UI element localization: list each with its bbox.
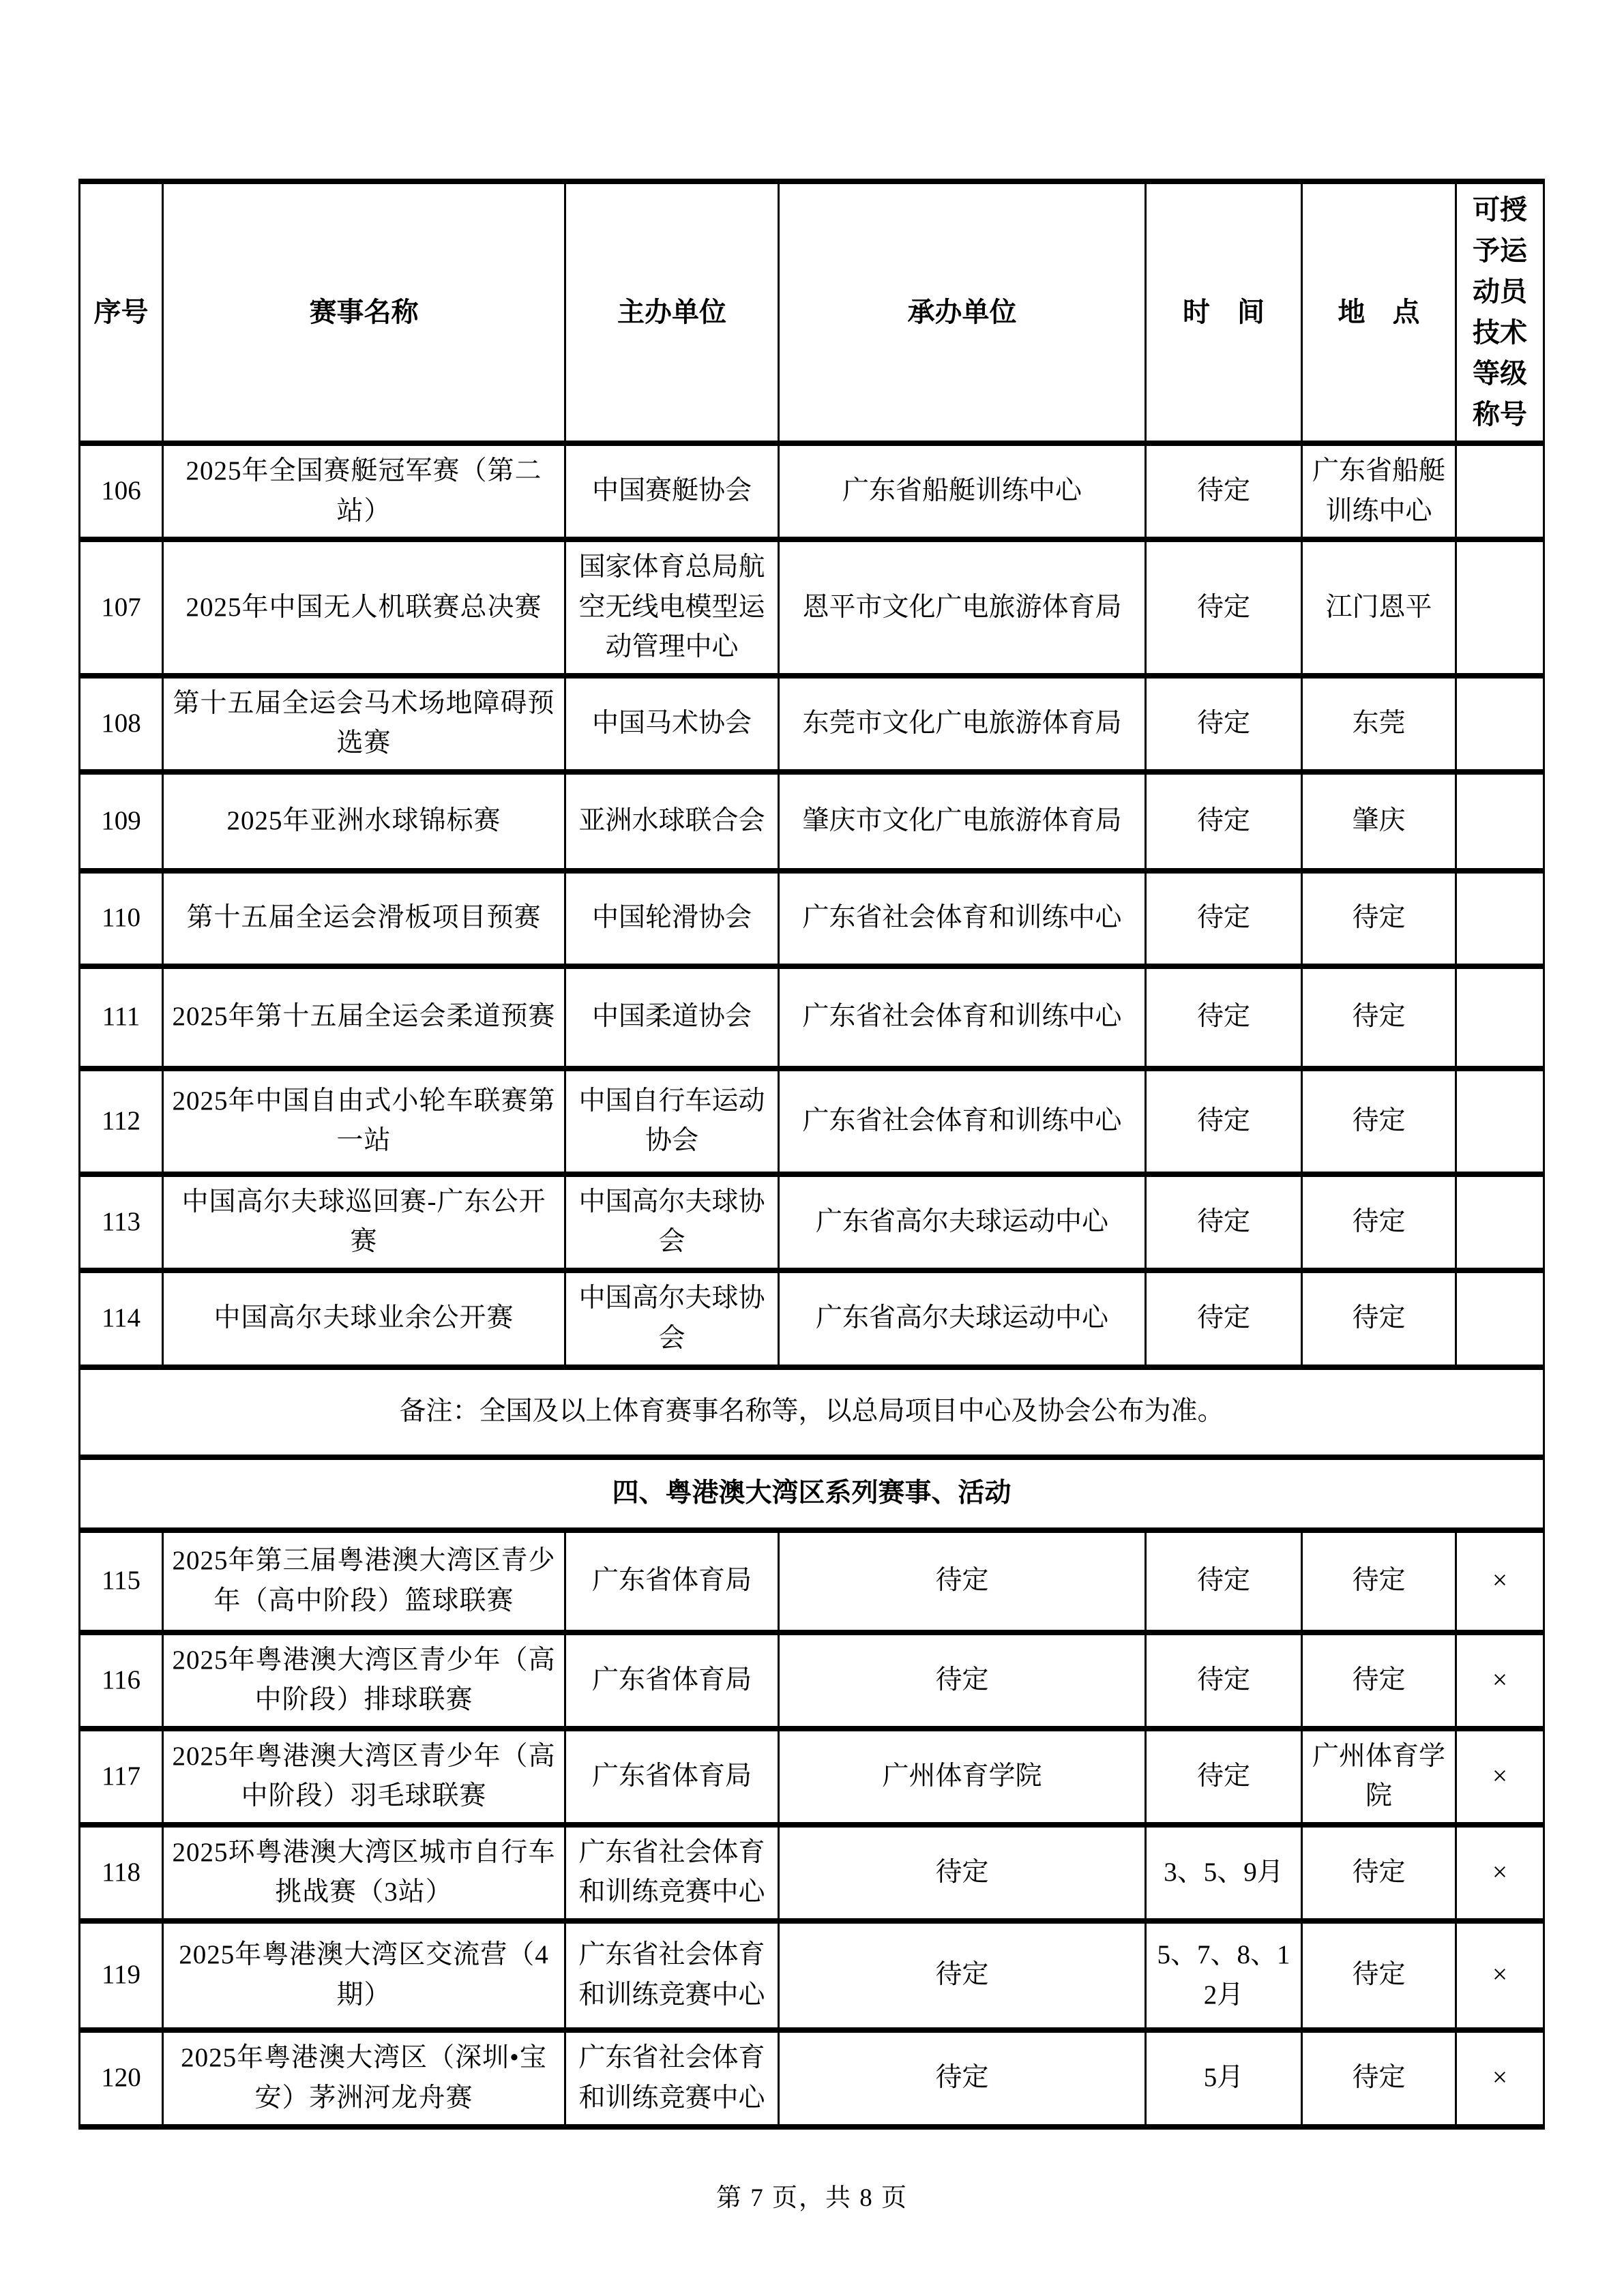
time-cell: 待定 [1146,1632,1302,1729]
grade-cell: × [1456,1632,1544,1729]
time-cell: 3、5、9月 [1146,1825,1302,1921]
grade-cell [1456,966,1544,1069]
col-header-time: 时 间 [1146,181,1302,443]
organizer-cell: 国家体育总局航空无线电模型运动管理中心 [565,539,779,676]
serial-cell: 115 [80,1530,163,1632]
event-row-113 [80,1174,1544,1270]
event-row-117 [80,1729,1544,1825]
organizer-cell: 广东省社会体育和训练竞赛中心 [565,1921,779,2030]
organizer-cell: 广东省社会体育和训练竞赛中心 [565,1825,779,1921]
grade-cell [1456,539,1544,676]
event-name-cell: 2025年粤港澳大湾区交流营（4期） [163,1921,565,2030]
organizer-cell: 广东省社会体育和训练竞赛中心 [565,2030,779,2127]
organizer-cell: 中国马术协会 [565,676,779,772]
location-cell: 待定 [1302,1921,1456,2030]
undertaker-cell: 广东省社会体育和训练中心 [779,871,1146,966]
location-cell: 待定 [1302,1530,1456,1632]
time-cell: 待定 [1146,539,1302,676]
event-name-cell: 2025年全国赛艇冠军赛（第二站） [163,443,565,539]
table-header-row [80,181,1544,443]
serial-cell: 117 [80,1729,163,1825]
undertaker-cell: 东莞市文化广电旅游体育局 [779,676,1146,772]
grade-cell [1456,1174,1544,1270]
col-header-organizer: 主办单位 [565,181,779,443]
undertaker-cell: 广东省高尔夫球运动中心 [779,1270,1146,1367]
grade-cell: × [1456,1530,1544,1632]
time-cell: 待定 [1146,443,1302,539]
serial-cell: 118 [80,1825,163,1921]
undertaker-cell: 广东省社会体育和训练中心 [779,966,1146,1069]
undertaker-cell: 待定 [779,1825,1146,1921]
organizer-cell: 广东省体育局 [565,1729,779,1825]
event-name-cell: 中国高尔夫球巡回赛-广东公开赛 [163,1174,565,1270]
organizer-cell: 中国高尔夫球协会 [565,1174,779,1270]
event-row-120 [80,2030,1544,2127]
grade-cell: × [1456,1921,1544,2030]
organizer-cell: 中国轮滑协会 [565,871,779,966]
serial-cell: 112 [80,1069,163,1174]
event-row-111 [80,966,1544,1069]
event-name-cell: 中国高尔夫球业余公开赛 [163,1270,565,1367]
event-row-109 [80,772,1544,871]
event-row-110 [80,871,1544,966]
grade-cell [1456,871,1544,966]
event-row-116 [80,1632,1544,1729]
event-name-cell: 2025年第十五届全运会柔道预赛 [163,966,565,1069]
time-cell: 待定 [1146,871,1302,966]
time-cell: 待定 [1146,966,1302,1069]
undertaker-cell: 待定 [779,1530,1146,1632]
note-cell: 备注：全国及以上体育赛事名称等，以总局项目中心及协会公布为准。 [80,1367,1544,1457]
section-title-cell: 四、粤港澳大湾区系列赛事、活动 [80,1457,1544,1530]
event-row-106 [80,443,1544,539]
location-cell: 待定 [1302,1270,1456,1367]
event-row-112 [80,1069,1544,1174]
event-row-119 [80,1921,1544,2030]
event-name-cell: 2025年粤港澳大湾区青少年（高中阶段）排球联赛 [163,1632,565,1729]
event-row-115 [80,1530,1544,1632]
event-row-107 [80,539,1544,676]
serial-cell: 110 [80,871,163,966]
organizer-cell: 广东省体育局 [565,1632,779,1729]
organizer-cell: 中国自行车运动协会 [565,1069,779,1174]
organizer-cell: 中国高尔夫球协会 [565,1270,779,1367]
serial-cell: 106 [80,443,163,539]
serial-cell: 113 [80,1174,163,1270]
grade-cell: × [1456,2030,1544,2127]
time-cell: 5、7、8、12月 [1146,1921,1302,2030]
serial-cell: 119 [80,1921,163,2030]
undertaker-cell: 广州体育学院 [779,1729,1146,1825]
location-cell: 待定 [1302,1825,1456,1921]
event-name-cell: 2025年粤港澳大湾区（深圳•宝安）茅洲河龙舟赛 [163,2030,565,2127]
grade-cell [1456,772,1544,871]
location-cell: 待定 [1302,966,1456,1069]
organizer-cell: 广东省体育局 [565,1530,779,1632]
location-cell: 待定 [1302,2030,1456,2127]
section-row [80,1457,1544,1530]
col-header-location: 地 点 [1302,181,1456,443]
undertaker-cell: 待定 [779,1921,1146,2030]
time-cell: 待定 [1146,1270,1302,1367]
undertaker-cell: 待定 [779,1632,1146,1729]
undertaker-cell: 广东省社会体育和训练中心 [779,1069,1146,1174]
note-row [80,1367,1544,1457]
time-cell: 待定 [1146,772,1302,871]
location-cell: 待定 [1302,1632,1456,1729]
event-row-118 [80,1825,1544,1921]
serial-cell: 108 [80,676,163,772]
event-row-108 [80,676,1544,772]
location-cell: 待定 [1302,871,1456,966]
location-cell: 广州体育学院 [1302,1729,1456,1825]
grade-cell [1456,1069,1544,1174]
undertaker-cell: 肇庆市文化广电旅游体育局 [779,772,1146,871]
location-cell: 肇庆 [1302,772,1456,871]
col-header-undertaker: 承办单位 [779,181,1146,443]
location-cell: 广东省船艇训练中心 [1302,443,1456,539]
grade-cell [1456,676,1544,772]
organizer-cell: 中国柔道协会 [565,966,779,1069]
col-header-grade: 可授予运动员技术等级称号 [1456,181,1544,443]
event-name-cell: 第十五届全运会马术场地障碍预选赛 [163,676,565,772]
organizer-cell: 亚洲水球联合会 [565,772,779,871]
serial-cell: 116 [80,1632,163,1729]
time-cell: 待定 [1146,676,1302,772]
undertaker-cell: 待定 [779,2030,1146,2127]
time-cell: 待定 [1146,1530,1302,1632]
serial-cell: 107 [80,539,163,676]
location-cell: 待定 [1302,1069,1456,1174]
page-footer: 第 7 页，共 8 页 [716,2184,908,2212]
event-name-cell: 2025环粤港澳大湾区城市自行车挑战赛（3站） [163,1825,565,1921]
event-name-cell: 2025年第三届粤港澳大湾区青少年（高中阶段）篮球联赛 [163,1530,565,1632]
location-cell: 待定 [1302,1174,1456,1270]
undertaker-cell: 恩平市文化广电旅游体育局 [779,539,1146,676]
table-body [80,443,1544,2127]
location-cell: 东莞 [1302,676,1456,772]
event-name-cell: 2025年中国无人机联赛总决赛 [163,539,565,676]
organizer-cell: 中国赛艇协会 [565,443,779,539]
event-name-cell: 2025年中国自由式小轮车联赛第一站 [163,1069,565,1174]
events-table [78,179,1545,2130]
event-name-cell: 2025年粤港澳大湾区青少年（高中阶段）羽毛球联赛 [163,1729,565,1825]
serial-cell: 114 [80,1270,163,1367]
time-cell: 5月 [1146,2030,1302,2127]
event-row-114 [80,1270,1544,1367]
undertaker-cell: 广东省高尔夫球运动中心 [779,1174,1146,1270]
serial-cell: 111 [80,966,163,1069]
grade-cell: × [1456,1825,1544,1921]
time-cell: 待定 [1146,1069,1302,1174]
time-cell: 待定 [1146,1729,1302,1825]
serial-cell: 120 [80,2030,163,2127]
location-cell: 江门恩平 [1302,539,1456,676]
time-cell: 待定 [1146,1174,1302,1270]
event-name-cell: 2025年亚洲水球锦标赛 [163,772,565,871]
col-header-event-name: 赛事名称 [163,181,565,443]
undertaker-cell: 广东省船艇训练中心 [779,443,1146,539]
serial-cell: 109 [80,772,163,871]
grade-cell: × [1456,1729,1544,1825]
event-name-cell: 第十五届全运会滑板项目预赛 [163,871,565,966]
grade-cell [1456,443,1544,539]
col-header-serial: 序号 [80,181,163,443]
grade-cell [1456,1270,1544,1367]
